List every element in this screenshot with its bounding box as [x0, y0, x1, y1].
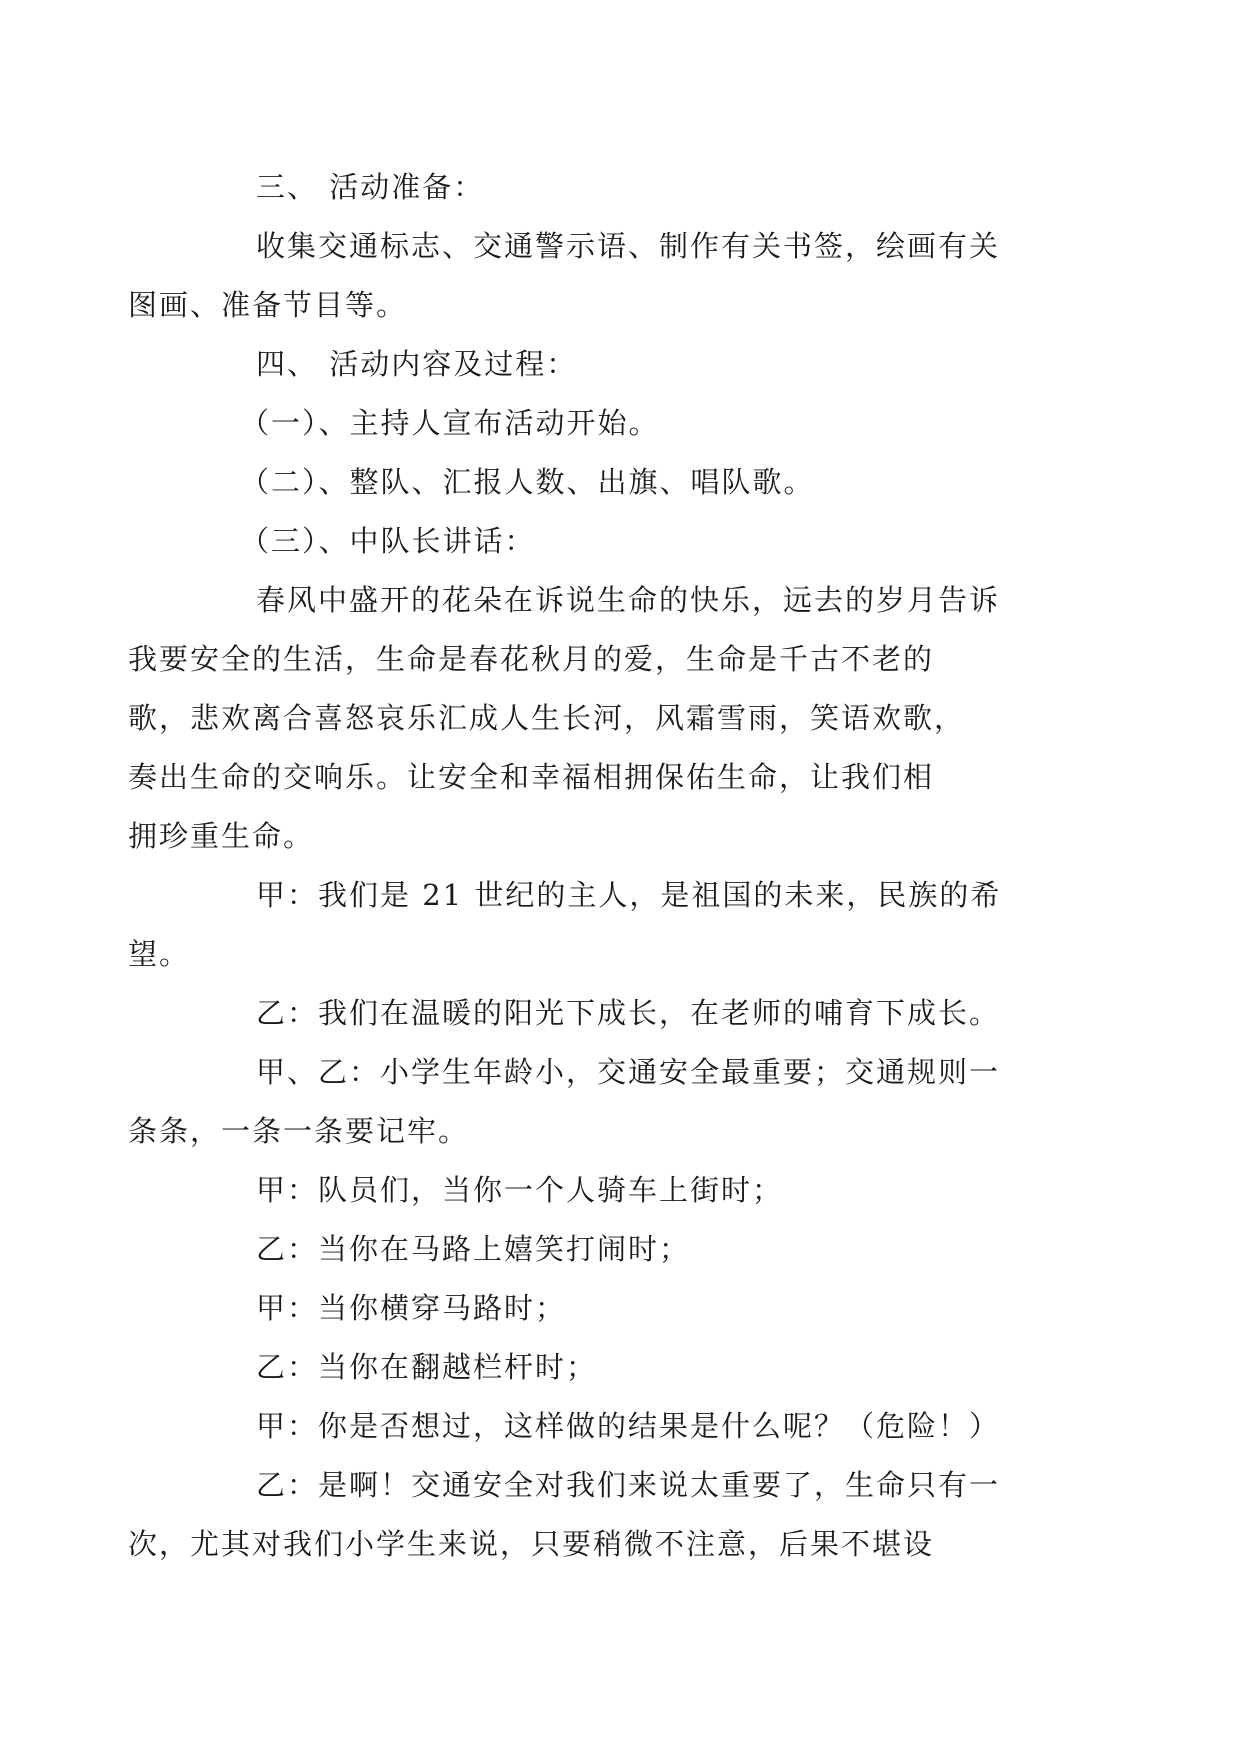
text-line: 歌，悲欢离合喜怒哀乐汇成人生长河，风霜雪雨，笑语欢歌， [128, 701, 966, 735]
text-line: （三）、中队长讲话： [240, 524, 536, 558]
text-line: 条条，一条一条要记牢。 [128, 1114, 470, 1148]
text-line: 乙：当你在翻越栏杆时； [256, 1350, 598, 1384]
paragraph-dialogue-6 [192, 1279, 1060, 1338]
text-line: 春风中盛开的花朵在诉说生命的快乐，远去的岁月告诉 [256, 583, 1001, 617]
text-line: 奏出生命的交响乐。让安全和幸福相拥保佑生命，让我们相 [128, 760, 935, 794]
text-line: 甲：我们是 21 世纪的主人，是祖国的未来，民族的希 [256, 878, 1002, 912]
paragraph-dialogue-5 [192, 1220, 1060, 1279]
text-line: 望。 [128, 937, 191, 971]
text-line: 收集交通标志、交通警示语、制作有关书签，绘画有关 [256, 229, 1001, 263]
paragraph-dialogue-1 [128, 866, 1060, 984]
text-line: （一）、主持人宣布活动开始。 [240, 406, 660, 440]
text-line: 乙：是啊！交通安全对我们来说太重要了，生命只有一 [256, 1468, 1001, 1502]
text-line: 乙：我们在温暖的阳光下成长，在老师的哺育下成长。 [256, 996, 1001, 1030]
paragraph-dialogue-3 [128, 1043, 1060, 1161]
text-line: 拥珍重生命。 [128, 819, 315, 853]
text-line: 甲：你是否想过，这样做的结果是什么呢？（危险！） [256, 1409, 1001, 1443]
text-line: 次，尤其对我们小学生来说，只要稍微不注意，后果不堪设 [128, 1527, 935, 1561]
text-line: 图画、准备节目等。 [128, 288, 408, 322]
paragraph-dialogue-9 [128, 1456, 1060, 1574]
paragraph-preparation-heading [192, 158, 1060, 217]
paragraph-step-2 [192, 453, 1060, 512]
text-line: 我要安全的生活，生命是春花秋月的爱，生命是千古不老的 [128, 642, 935, 676]
text-line: 四、 活动内容及过程： [256, 347, 578, 381]
paragraph-dialogue-4 [192, 1161, 1060, 1220]
paragraph-step-1 [192, 394, 1060, 453]
paragraph-dialogue-8 [192, 1397, 1060, 1456]
paragraph-step-3 [192, 512, 1060, 571]
paragraph-preparation-content [128, 217, 1060, 335]
text-line: （二）、整队、汇报人数、出旗、唱队歌。 [240, 465, 815, 499]
paragraph-dialogue-2 [192, 984, 1060, 1043]
paragraph-speech [128, 571, 1060, 866]
text-line: 乙：当你在马路上嬉笑打闹时； [256, 1232, 691, 1266]
paragraph-dialogue-7 [192, 1338, 1060, 1397]
text-line: 甲：当你横穿马路时； [256, 1291, 567, 1325]
paragraph-process-heading [192, 335, 1060, 394]
text-line: 甲：队员们，当你一个人骑车上街时； [256, 1173, 784, 1207]
text-line: 三、 活动准备： [256, 170, 485, 204]
text-line: 甲、乙：小学生年龄小，交通安全最重要；交通规则一 [256, 1055, 1001, 1089]
document-body [128, 158, 1060, 1574]
